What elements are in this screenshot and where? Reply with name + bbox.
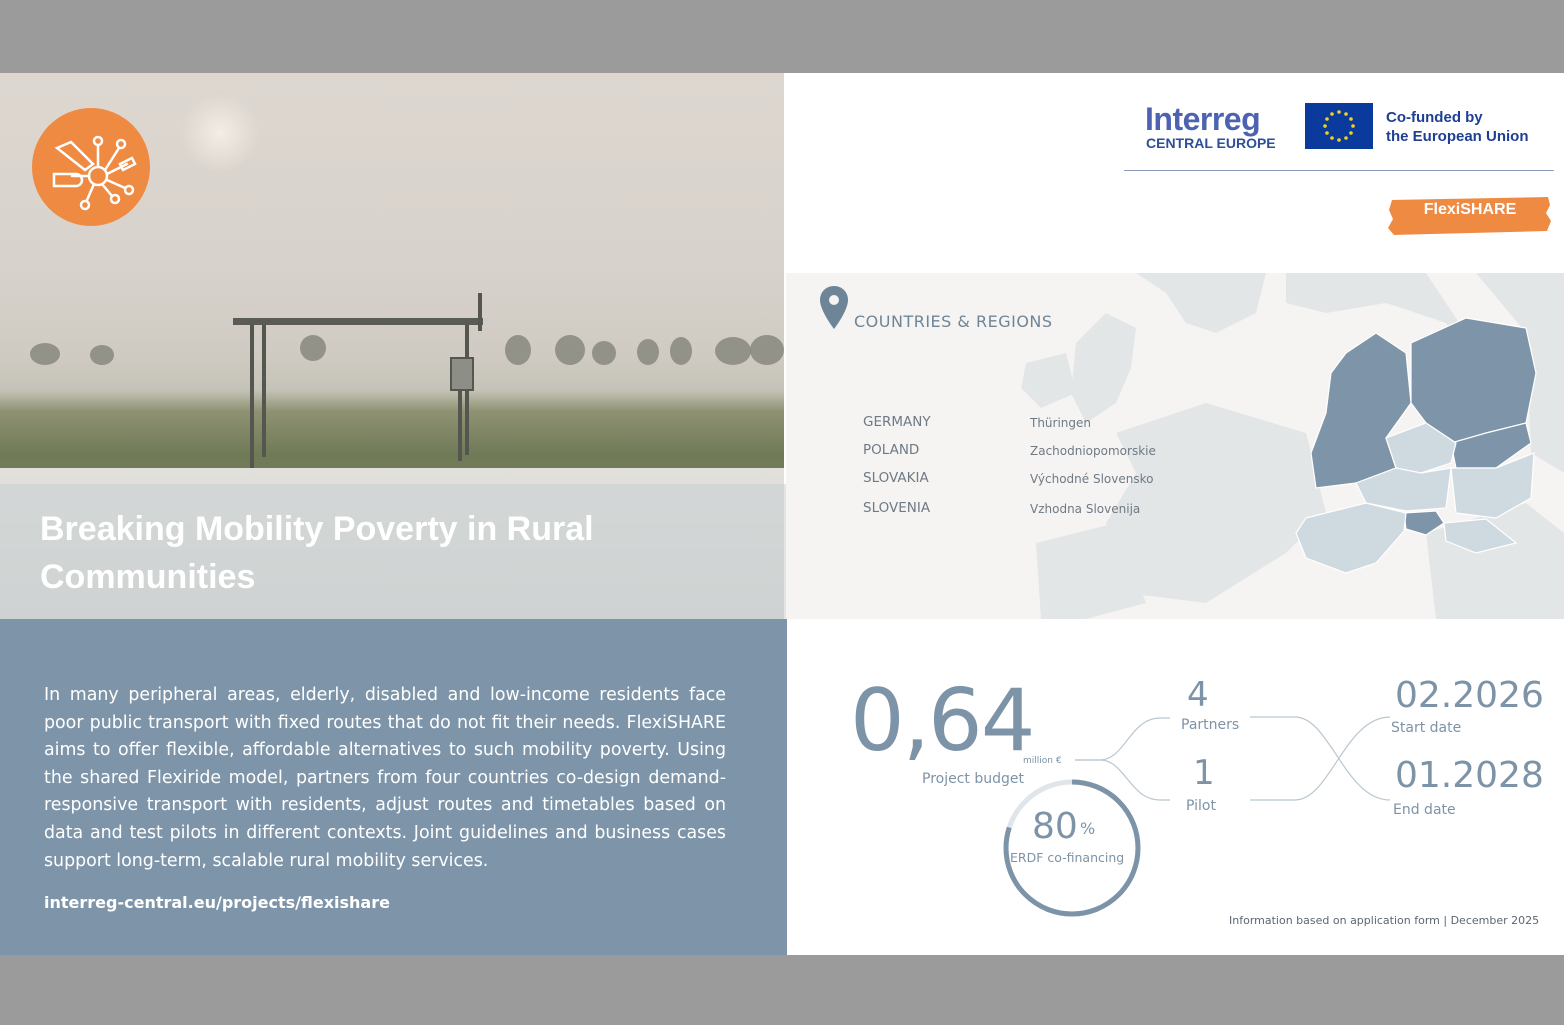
region-germany: Thüringen	[1030, 416, 1092, 430]
start-date-label: Start date	[1391, 720, 1462, 736]
cofinancing-label: ERDF co-financing	[1010, 850, 1125, 865]
cofinancing-value: 80	[1032, 806, 1078, 847]
budget-label: Project budget	[922, 771, 1024, 787]
mobility-network-icon	[32, 108, 150, 226]
cofunded-text	[1386, 108, 1529, 146]
budget-unit: million €	[1023, 756, 1062, 766]
footnote: Information based on application form | December 2025	[1229, 914, 1540, 927]
bus-shelter	[233, 318, 483, 325]
end-date: 01.2028	[1395, 755, 1544, 796]
page-title: Breaking Mobility Poverty in Rural Communities	[40, 510, 594, 596]
cofinancing-gauge	[1002, 778, 1142, 918]
cofunded-line-1: Co-funded by	[1386, 109, 1483, 126]
region-poland: Zachodniopomorskie	[1030, 444, 1156, 458]
factsheet-page	[0, 73, 1564, 955]
country-slovakia: SLOVAKIA	[863, 470, 929, 486]
location-pin-icon	[819, 285, 849, 331]
country-germany: GERMANY	[863, 414, 931, 430]
project-name-badge: FlexiSHARE	[1423, 201, 1517, 218]
header-divider	[1124, 170, 1554, 171]
programme-name: CENTRAL EUROPE	[1146, 135, 1276, 151]
project-description: In many peripheral areas, elderly, disabled and low-income residents face poor public transport with fixed routes that do not fit their needs. FlexiSHARE aims to offer flexible, affordable alternatives to such mobility poverty. Using the shared Flexiride model, partners from four countries co-design demand-responsive transport with residents, adjust routes and timetables based on data and test pilots in different contexts. Joint guidelines and business cases support long-term, scalable rural mobility services.	[44, 685, 726, 871]
country-poland: POLAND	[863, 442, 920, 458]
regions-heading: COUNTRIES & REGIONS	[854, 312, 1053, 331]
pilots-label: Pilot	[1186, 798, 1216, 814]
start-date: 02.2026	[1395, 675, 1544, 716]
country-slovenia: SLOVENIA	[863, 500, 931, 516]
cofinancing-percent-sign: %	[1080, 819, 1096, 838]
project-budget-value: 0,64	[850, 671, 1034, 771]
interreg-logo: Interreg	[1145, 101, 1261, 137]
sun-haze	[180, 93, 260, 173]
region-slovenia: Vzhodna Slovenija	[1030, 502, 1141, 516]
partners-count: 4	[1187, 675, 1209, 715]
partners-label: Partners	[1181, 717, 1240, 733]
eu-flag-icon	[1305, 103, 1373, 149]
pilots-count: 1	[1193, 753, 1215, 793]
timetable-sign	[450, 357, 474, 391]
end-date-label: End date	[1393, 802, 1456, 818]
project-url[interactable]: interreg-central.eu/projects/flexishare	[44, 893, 390, 912]
region-slovakia: Východné Slovensko	[1030, 472, 1154, 486]
cofunded-line-2: the European Union	[1386, 128, 1529, 145]
